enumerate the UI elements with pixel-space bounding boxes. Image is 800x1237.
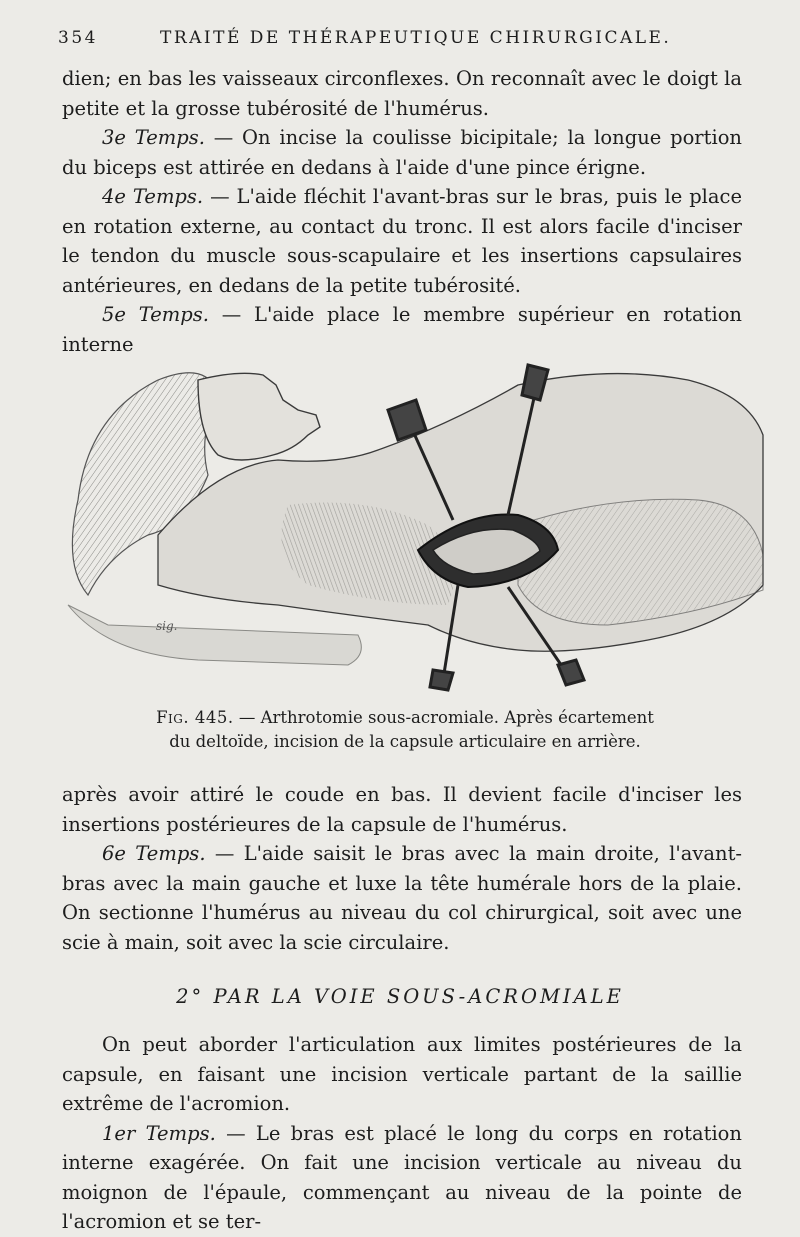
- step-4-text: — L'aide fléchit l'avant-bras sur le bras, puis le place en rotation externe, au contact du tronc. Il est alors facile d'inciser le tendon du muscle sous-scapulaire et les insertions capsulaires antérieures, en dedans de la petite tubérosité.: [62, 185, 742, 297]
- step-1-label: 1er Temps.: [102, 1121, 216, 1145]
- face-shape: [198, 373, 320, 460]
- paragraph-step-5: [62, 300, 742, 359]
- pillow-shape: [68, 605, 361, 665]
- paragraph-step-1: [62, 1119, 742, 1237]
- top-text-block: [62, 64, 742, 359]
- paragraph-step-6: [62, 839, 742, 957]
- step-5-text: — L'aide place le membre supérieur en rotation interne: [62, 303, 742, 356]
- step-5-label: 5e Temps.: [102, 303, 209, 326]
- bottom-text-block: [62, 1030, 742, 1237]
- paragraph-continuation: dien; en bas les vaisseaux circonflexes. On reconnaît avec le doigt la petite et la grosse tubérosité de l'humérus.: [62, 67, 742, 120]
- running-title: TRAITÉ DE THÉRAPEUTIQUE CHIRURGICALE.: [160, 28, 672, 48]
- paragraph-step-4: [62, 182, 742, 300]
- middle-text-block: [62, 780, 742, 957]
- page-number: 354: [58, 28, 98, 48]
- paragraph-continuation-2: après avoir attiré le coude en bas. Il devient facile d'inciser les insertions postérieures de la capsule de l'humérus.: [62, 783, 742, 836]
- artist-signature: sig.: [156, 619, 178, 633]
- paragraph-intro: On peut aborder l'articulation aux limites postérieures de la capsule, en faisant une incision verticale partant de la saillie extrême de l'acromion.: [62, 1033, 742, 1115]
- step-1-text: — Le bras est placé le long du corps en rotation interne exagérée. On fait une incision verticale au niveau du moignon de l'épaule, commençant au niveau de la pointe de l'acromion et se ter-: [62, 1121, 742, 1233]
- section-heading: 2° PAR LA VOIE SOUS-ACROMIALE: [176, 985, 624, 1008]
- step-6-label: 6e Temps.: [102, 842, 206, 865]
- surgical-illustration: [48, 355, 773, 695]
- figure-caption-text: — Arthrotomie sous-acromiale. Après écartement du deltoïde, incision de la capsule articulaire en arrière.: [169, 708, 654, 751]
- illustration-drawing: [48, 355, 773, 695]
- figure-caption: [145, 706, 665, 754]
- step-3-text: — On incise la coulisse bicipitale; la longue portion du biceps est attirée en dedans à l'aide d'une pince érigne.: [62, 126, 742, 179]
- step-4-label: 4e Temps.: [102, 185, 204, 208]
- step-6-text: — L'aide saisit le bras avec la main droite, l'avant-bras avec la main gauche et luxe la tête humérale hors de la plaie. On sectionne l'humérus au niveau du col chirurgical, soit avec une scie à main, soit avec la scie circulaire.: [62, 842, 742, 954]
- step-3-label: 3e Temps.: [102, 126, 205, 149]
- paragraph-step-3: [62, 123, 742, 182]
- figure-number: Fig. 445.: [156, 708, 234, 727]
